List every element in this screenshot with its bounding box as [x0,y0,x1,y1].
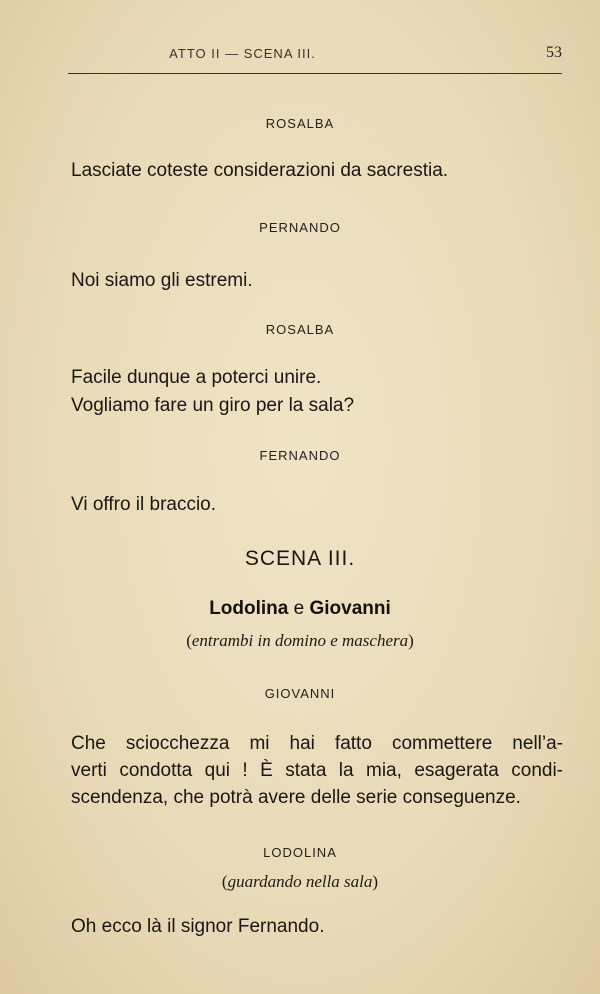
dialogue-line: Che sciocchezza mi hai fatto commettere nell’a- [71,733,563,754]
speaker-name: GIOVANNI [264,686,336,701]
dialogue-line: Oh ecco là il signor Fernando. [71,916,325,937]
header-rule [68,73,562,74]
dialogue-line: scendenza, che potrà avere delle serie conseguenze. [71,787,521,808]
speaker-name: FERNANDO [259,448,341,463]
speaker-name: LODOLINA [263,845,337,860]
dialogue-line: Noi siamo gli estremi. [71,270,253,291]
dialogue-line: verti condotta qui ! È stata la mia, esagerata condi- [71,760,563,781]
running-header [70,46,562,70]
speaker-name: ROSALBA [265,116,335,131]
character-name: Lodolina [209,598,289,619]
scene-characters [0,598,600,620]
dialogue-line: Facile dunque a poterci unire. [71,367,322,388]
dialogue-line: Lasciate coteste considerazioni da sacrestia. [71,160,449,181]
stage-direction: (guardando nella sala) [221,872,379,891]
header-title: ATTO II — SCENA III. [169,46,316,61]
scene-title: SCENA III. [244,547,356,570]
character-conjunction: e [293,598,305,619]
page-number: 53 [546,44,562,61]
speaker-name: ROSALBA [265,322,335,337]
character-name: Giovanni [309,598,391,619]
speaker-name: PERNANDO [259,220,341,235]
dialogue-line: Vi offro il braccio. [71,494,217,515]
scene-stage-direction: (entrambi in domino e maschera) [186,631,414,650]
stage-direction-text: entrambi in domino e maschera [191,631,409,650]
stage-direction-text: guardando nella sala [227,872,373,891]
dialogue-line: Vogliamo fare un giro per la sala? [71,395,355,416]
